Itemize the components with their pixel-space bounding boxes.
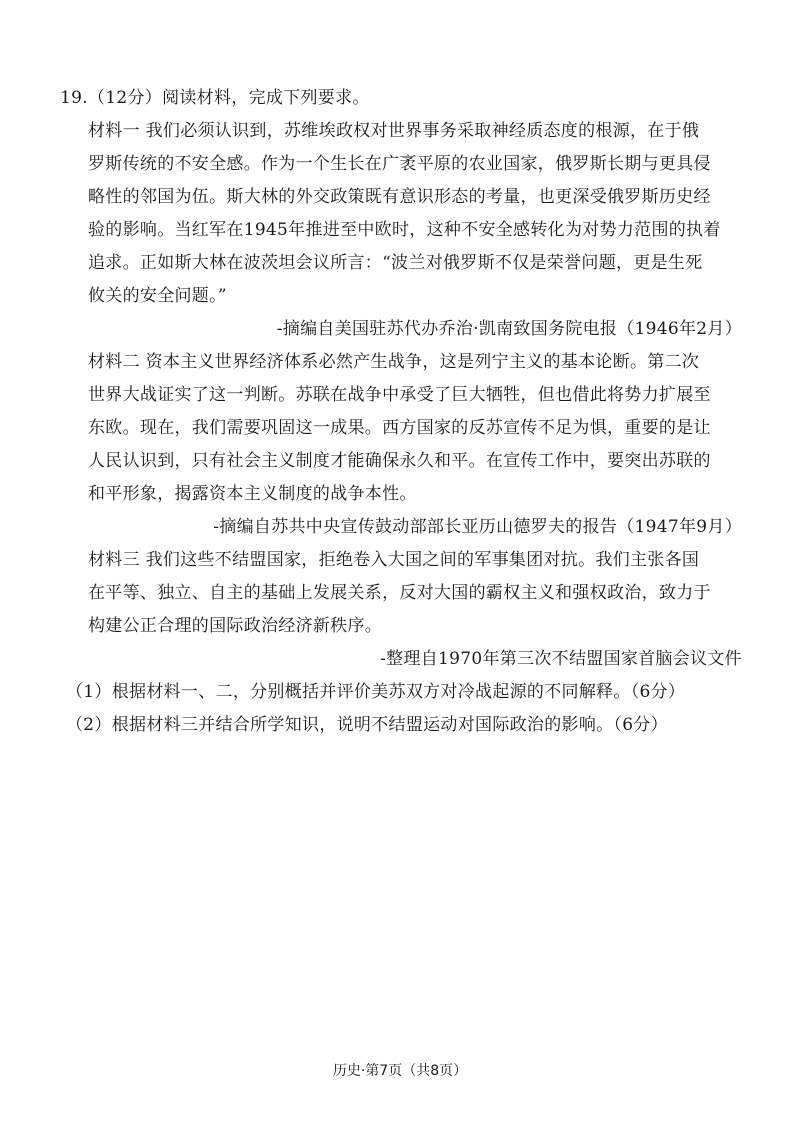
material2-source: -摘编自苏共中央宣传鼓动部部长亚历山德罗夫的报告（1947年9月） [213, 517, 742, 537]
material2-line: 东欧。现在，我们需要巩固这一成果。西方国家的反苏宣传不足为惧，重要的是让 [88, 418, 711, 438]
material1-line: 略性的邻国为伍。斯大林的外交政策既有意识形态的考量，也更深受俄罗斯历史经 [88, 187, 711, 207]
material2-line: 世界大战证实了这一判断。苏联在战争中承受了巨大牺牲，但也借此将势力扩展至 [88, 385, 711, 405]
material1-line: 材料一 我们必须认识到，苏维埃政权对世界事务采取神经质态度的根源，在于俄 [88, 121, 700, 141]
material1-line: 追求。正如斯大林在波茨坦会议所言：“波兰对俄罗斯不仅是荣誉问题，更是生死 [88, 253, 703, 273]
material2-line: 材料二 资本主义世界经济体系必然产生战争，这是列宁主义的基本论断。第二次 [88, 352, 700, 372]
material2-line: 和平形象，揭露资本主义制度的战争本性。 [88, 484, 417, 504]
material3-source: -整理自1970年第三次不结盟国家首脑会议文件 [380, 649, 742, 669]
page-footer: 历史·第7页（共8页） [332, 1063, 468, 1079]
material1-line: 验的影响。当红军在1945年推进至中欧时，这种不安全感转化为对势力范围的执着 [88, 220, 721, 240]
material3-line: 构建公正合理的国际政治经济新秩序。 [88, 616, 383, 636]
material1-line: 罗斯传统的不安全感。作为一个生长在广袤平原的农业国家，俄罗斯长期与更具侵 [88, 154, 711, 174]
material1-line: 攸关的安全问题。” [88, 286, 227, 306]
material1-source: -摘编自美国驻苏代办乔治·凯南致国务院电报（1946年2月） [276, 319, 742, 339]
material3-line: 材料三 我们这些不结盟国家，拒绝卷入大国之间的军事集团对抗。我们主张各国 [88, 550, 700, 570]
sub-question-1: （1）根据材料一、二，分别概括并评价美苏双方对冷战起源的不同解释。（6分） [66, 682, 686, 702]
material3-line: 在平等、独立、自主的基础上发展关系，反对大国的霸权主义和强权政治，致力于 [88, 583, 711, 603]
question-header: 19.（12分）阅读材料，完成下列要求。 [60, 88, 370, 108]
sub-question-2: （2）根据材料三并结合所学知识，说明不结盟运动对国际政治的影响。（6分） [66, 715, 668, 735]
material2-line: 人民认识到，只有社会主义制度才能确保永久和平。在宣传工作中，要突出苏联的 [88, 451, 711, 471]
